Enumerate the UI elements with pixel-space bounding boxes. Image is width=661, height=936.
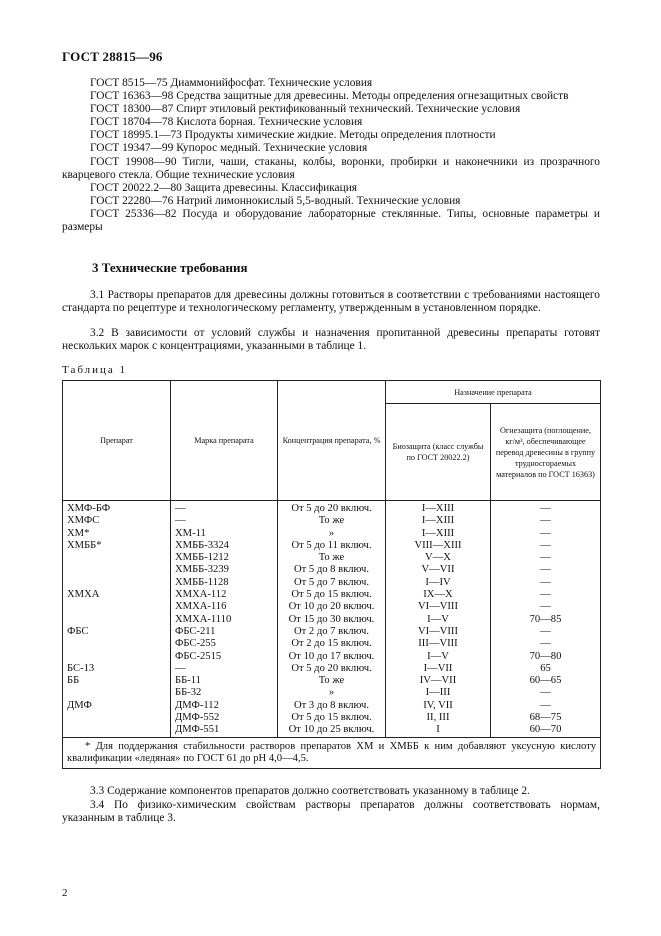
cell-grade: ДМФ-551 <box>171 724 278 737</box>
cell-bioprotection: VIII—XIII <box>386 540 491 552</box>
cell-grade: ХМХА-112 <box>171 589 278 601</box>
reference-item <box>62 90 600 103</box>
reference-item <box>62 142 600 155</box>
cell-fireprotection: — <box>491 638 601 650</box>
cell-grade: ХМББ-1212 <box>171 552 278 564</box>
cell-bioprotection: I—V <box>386 651 491 663</box>
cell-grade: ДМФ-112 <box>171 700 278 712</box>
cell-fireprotection: — <box>491 540 601 552</box>
cell-bioprotection: I—III <box>386 687 491 699</box>
cell-grade: ХМББ-1128 <box>171 577 278 589</box>
cell-fireprotection: — <box>491 687 601 699</box>
reference-code: ГОСТ 20022.2—80 <box>90 181 182 194</box>
reference-code: ГОСТ 18995.1—73 <box>90 129 182 142</box>
cell-preparation <box>63 638 171 650</box>
cell-grade: ХМ-11 <box>171 528 278 540</box>
reference-title: Кислота борная. Технические условия <box>176 116 363 129</box>
footnote-text: * Для поддержания стабильности растворов препаратов ХМ и ХМББ к ним добавляют уксусную кислоту квалификации «ледяная» по ГОСТ 61 до рН 4,0—4,5. <box>67 740 596 764</box>
cell-fireprotection: — <box>491 577 601 589</box>
cell-preparation: ХМ* <box>63 528 171 540</box>
cell-concentration: От 5 до 11 включ. <box>278 540 386 552</box>
cell-grade: ФБС-255 <box>171 638 278 650</box>
cell-concentration: То же <box>278 675 386 687</box>
table-row <box>63 651 601 663</box>
cell-concentration: От 10 до 20 включ. <box>278 601 386 613</box>
table-row <box>63 501 601 516</box>
reference-item <box>62 195 600 208</box>
cell-preparation <box>63 687 171 699</box>
cell-concentration: » <box>278 687 386 699</box>
reference-code: ГОСТ 22280—76 <box>90 194 174 207</box>
reference-title: Натрий лимоннокислый 5,5-водный. Технические условия <box>176 194 461 207</box>
table-row <box>63 540 601 552</box>
cell-grade: ФБС-211 <box>171 626 278 638</box>
table-row <box>63 712 601 724</box>
cell-fireprotection: — <box>491 515 601 527</box>
cell-bioprotection: IV—VII <box>386 675 491 687</box>
reference-title: Тигли, чаши, стаканы, колбы, воронки, пробирки и наконечники из прозрачного кварцевого стекла. Общие технические условия <box>62 155 600 181</box>
cell-fireprotection: — <box>491 700 601 712</box>
cell-preparation: ХМХА <box>63 589 171 601</box>
reference-item <box>62 116 600 129</box>
reference-item <box>62 129 600 142</box>
reference-title: Защита древесины. Классификация <box>184 181 358 194</box>
table-row <box>63 700 601 712</box>
cell-bioprotection: VI—VIII <box>386 601 491 613</box>
reference-code: ГОСТ 18704—78 <box>90 116 174 129</box>
cell-concentration: От 10 до 17 включ. <box>278 651 386 663</box>
cell-concentration: От 5 до 8 включ. <box>278 564 386 576</box>
reference-title: Продукты химические жидкие. Методы определения плотности <box>184 129 496 142</box>
cell-preparation: ББ <box>63 675 171 687</box>
paragraph-3-1: 3.1 Растворы препаратов для древесины должны готовиться в соответствии с требованиями настоящего стандарта по рецептуре и технологическому регламенту, утвержденным в установленном порядке. <box>62 289 600 315</box>
reference-title: Спирт этиловый ректификованный технический. Технические условия <box>176 103 521 116</box>
cell-grade: ХМХА-116 <box>171 601 278 613</box>
paragraph-3-3: 3.3 Содержание компонентов препаратов должно соответствовать указанному в таблице 2. <box>90 785 530 797</box>
table-row <box>63 564 601 576</box>
header-concentration: Концентрация препарата, % <box>278 381 386 501</box>
table-1 <box>62 380 601 769</box>
cell-preparation <box>63 564 171 576</box>
reference-item <box>62 103 600 116</box>
cell-grade: ДМФ-552 <box>171 712 278 724</box>
header-preparation: Препарат <box>63 381 171 501</box>
reference-item <box>62 156 600 182</box>
cell-grade: — <box>171 663 278 675</box>
cell-concentration: От 2 до 7 включ. <box>278 626 386 638</box>
table-footnote <box>63 737 601 768</box>
cell-concentration: От 2 до 15 включ. <box>278 638 386 650</box>
cell-concentration: От 15 до 30 включ. <box>278 614 386 626</box>
cell-fireprotection: 70—85 <box>491 614 601 626</box>
cell-grade: ФБС-2515 <box>171 651 278 663</box>
reference-code: ГОСТ 16363—98 <box>90 90 174 103</box>
cell-bioprotection: IX—X <box>386 589 491 601</box>
cell-fireprotection: 60—65 <box>491 675 601 687</box>
cell-concentration: От 10 до 25 включ. <box>278 724 386 737</box>
cell-preparation: ХМББ* <box>63 540 171 552</box>
reference-title: Посуда и оборудование лабораторные стеклянные. Типы, основные параметры и размеры <box>62 207 600 234</box>
cell-grade: ХМХА-1110 <box>171 614 278 626</box>
cell-grade: ХМББ-3239 <box>171 564 278 576</box>
cell-concentration: От 5 до 20 включ. <box>278 501 386 516</box>
cell-fireprotection: 70—80 <box>491 651 601 663</box>
table-caption: Таблица 1 <box>62 364 128 376</box>
cell-fireprotection: — <box>491 601 601 613</box>
reference-code: ГОСТ 19347—99 <box>90 142 174 155</box>
table-row <box>63 663 601 675</box>
cell-fireprotection: 65 <box>491 663 601 675</box>
cell-preparation <box>63 601 171 613</box>
table-row <box>63 589 601 601</box>
cell-grade: — <box>171 515 278 527</box>
paragraph-3-4: 3.4 По физико-химическим свойствам растворы препаратов должны соответствовать нормам, указанным в таблице 3. <box>62 799 600 825</box>
table-row <box>63 528 601 540</box>
cell-bioprotection: I <box>386 724 491 737</box>
cell-preparation <box>63 651 171 663</box>
cell-concentration: От 5 до 15 включ. <box>278 589 386 601</box>
cell-concentration: То же <box>278 552 386 564</box>
reference-code: ГОСТ 8515—75 <box>90 77 168 89</box>
cell-fireprotection: — <box>491 564 601 576</box>
cell-concentration: От 5 до 7 включ. <box>278 577 386 589</box>
section-title: 3 Технические требования <box>92 260 248 275</box>
normative-references <box>62 77 600 234</box>
cell-concentration: От 5 до 20 включ. <box>278 663 386 675</box>
cell-bioprotection: I—V <box>386 614 491 626</box>
table-footnote-row <box>63 737 601 768</box>
cell-bioprotection: VI—VIII <box>386 626 491 638</box>
cell-bioprotection: II, III <box>386 712 491 724</box>
table-row <box>63 724 601 737</box>
reference-item <box>62 182 600 195</box>
cell-concentration: От 5 до 15 включ. <box>278 712 386 724</box>
cell-preparation: ДМФ <box>63 700 171 712</box>
table-row <box>63 552 601 564</box>
table-row <box>63 601 601 613</box>
header-fireprotection: Огнезащита (поглощение, кг/м³, обеспечивающее перевод древесины в группу трудносгораемых материалов по ГОСТ 16363) <box>491 404 601 501</box>
table-row <box>63 515 601 527</box>
cell-concentration: То же <box>278 515 386 527</box>
table-row <box>63 687 601 699</box>
cell-preparation: БС-13 <box>63 663 171 675</box>
reference-code: ГОСТ 18300—87 <box>90 103 174 116</box>
table-row <box>63 577 601 589</box>
table-row <box>63 638 601 650</box>
cell-bioprotection: I—VII <box>386 663 491 675</box>
cell-bioprotection: I—XIII <box>386 528 491 540</box>
cell-fireprotection: 60—70 <box>491 724 601 737</box>
cell-bioprotection: I—IV <box>386 577 491 589</box>
reference-item <box>62 77 600 90</box>
cell-concentration: От 3 до 8 включ. <box>278 700 386 712</box>
cell-bioprotection: III—VIII <box>386 638 491 650</box>
page-number: 2 <box>62 887 68 899</box>
cell-preparation <box>63 712 171 724</box>
cell-grade: ХМББ-3324 <box>171 540 278 552</box>
header-bioprotection: Биозащита (класс службы по ГОСТ 20022.2) <box>386 404 491 501</box>
cell-concentration: » <box>278 528 386 540</box>
reference-title: Купорос медный. Технические условия <box>176 142 368 155</box>
cell-fireprotection: — <box>491 501 601 516</box>
cell-preparation <box>63 614 171 626</box>
cell-fireprotection: — <box>491 552 601 564</box>
reference-item <box>62 208 600 234</box>
document-header: ГОСТ 28815—96 <box>62 49 163 64</box>
cell-fireprotection: — <box>491 528 601 540</box>
cell-fireprotection: — <box>491 589 601 601</box>
paragraph-3-2: 3.2 В зависимости от условий службы и назначения пропитанной древесины препараты готовят нескольких марок с концентрациями, указанными в таблице 1. <box>62 327 600 353</box>
cell-bioprotection: IV, VII <box>386 700 491 712</box>
table-row <box>63 675 601 687</box>
cell-preparation <box>63 724 171 737</box>
cell-preparation <box>63 552 171 564</box>
reference-code: ГОСТ 19908—90 <box>90 155 177 168</box>
table-row <box>63 614 601 626</box>
cell-grade: ББ-11 <box>171 675 278 687</box>
cell-preparation: ФБС <box>63 626 171 638</box>
cell-bioprotection: I—XIII <box>386 501 491 516</box>
cell-preparation: ХМФС <box>63 515 171 527</box>
cell-grade: — <box>171 501 278 516</box>
reference-title: Диаммонийфосфат. Технические условия <box>170 77 373 89</box>
cell-fireprotection: 68—75 <box>491 712 601 724</box>
cell-bioprotection: I—XIII <box>386 515 491 527</box>
table-row <box>63 626 601 638</box>
cell-preparation: ХМФ-БФ <box>63 501 171 516</box>
cell-bioprotection: V—X <box>386 552 491 564</box>
cell-grade: ББ-32 <box>171 687 278 699</box>
cell-preparation <box>63 577 171 589</box>
reference-code: ГОСТ 25336—82 <box>90 207 177 220</box>
cell-fireprotection: — <box>491 626 601 638</box>
cell-bioprotection: V—VII <box>386 564 491 576</box>
reference-title: Средства защитные для древесины. Методы определения огнезащитных свойств <box>176 90 569 103</box>
header-grade: Марка препарата <box>171 381 278 501</box>
header-purpose: Назначение препарата <box>386 381 601 404</box>
